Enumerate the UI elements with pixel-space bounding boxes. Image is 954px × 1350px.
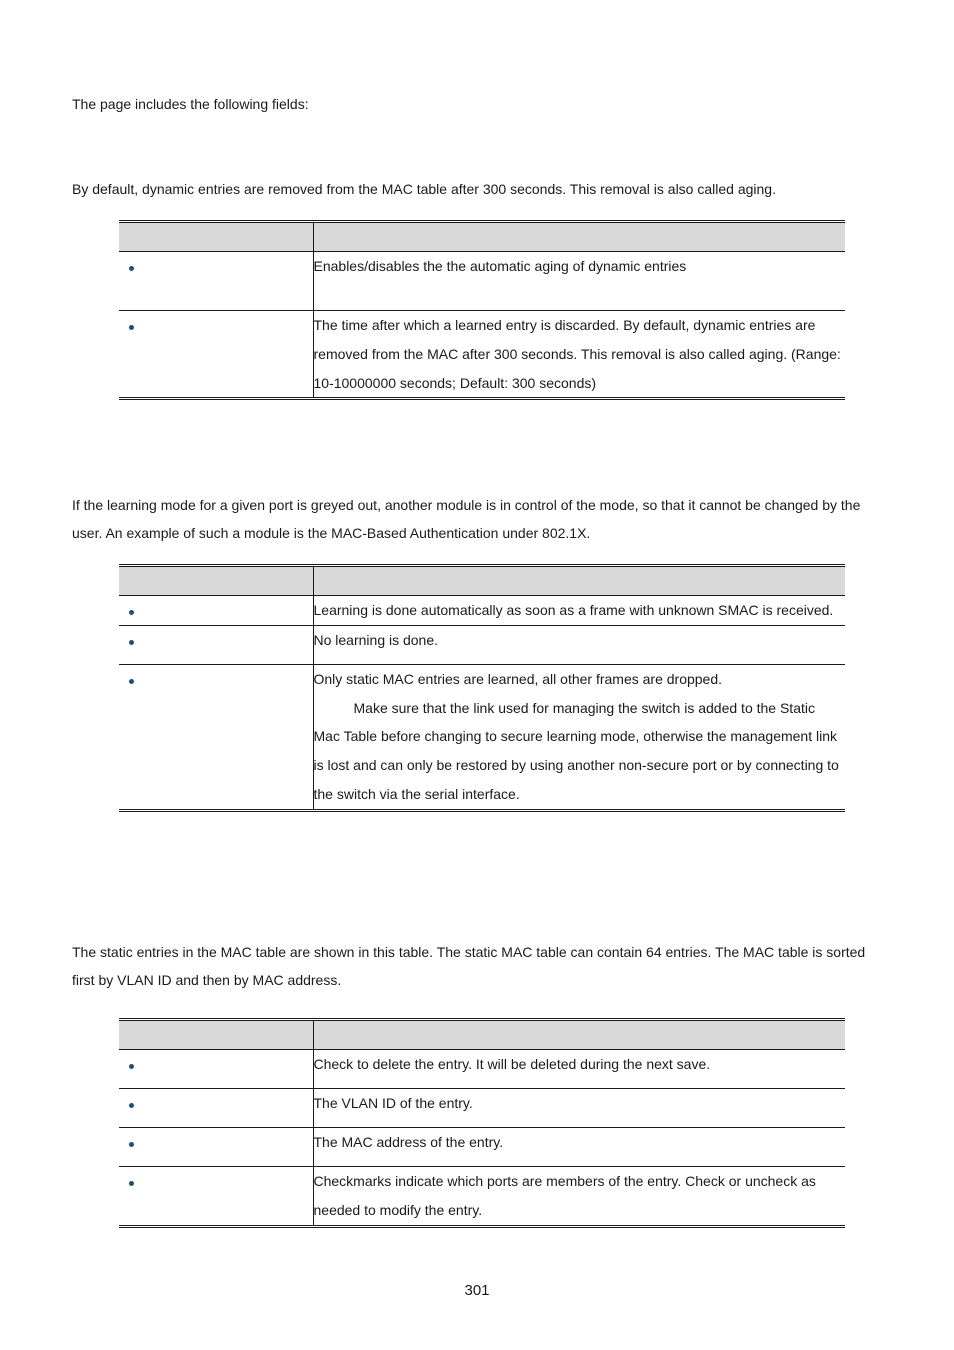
note-text: Make sure that the link used for managing the switch is added to the Static Mac Table before changing to secure learning mode, otherwise the management link is lost and can only be restored by using another non-secure port or by connecting to the switch via the serial interface.	[313, 699, 839, 802]
static-table-paragraph: The static entries in the MAC table are shown in this table. The static MAC table can contain 64 entries. The MAC table is sorted first by VLAN ID and then by MAC address.	[72, 944, 866, 988]
object-cell	[119, 1089, 313, 1128]
description-cell: The MAC address of the entry.	[313, 1134, 504, 1150]
object-header	[119, 222, 313, 252]
bullet-icon	[129, 679, 134, 684]
table-header-row	[119, 1020, 845, 1050]
bullet-icon	[129, 1103, 134, 1108]
description-header	[313, 1020, 845, 1050]
object-cell	[119, 596, 313, 626]
description-cell: Enables/disables the the automatic aging of dynamic entries	[313, 258, 687, 274]
description-cell: Learning is done automatically as soon as a frame with unknown SMAC is received.	[313, 602, 834, 618]
bullet-icon	[129, 1181, 134, 1186]
aging-paragraph: By default, dynamic entries are removed from the MAC table after 300 seconds. This removal is also called aging.	[72, 181, 776, 197]
object-cell	[119, 252, 313, 311]
object-cell	[119, 1050, 313, 1089]
table-header-row	[119, 222, 845, 252]
table-row	[119, 664, 845, 810]
description-cell: Checkmarks indicate which ports are members of the entry. Check or uncheck as needed to modify the entry.	[313, 1173, 816, 1218]
bullet-icon	[129, 1142, 134, 1147]
description-text: Only static MAC entries are learned, all other frames are dropped.	[313, 670, 723, 687]
table-row	[119, 1167, 845, 1227]
description-cell: The time after which a learned entry is discarded. By default, dynamic entries are removed from the MAC after 300 seconds. This removal is also called aging. (Range: 10-10000000 seconds; Default: 300 seconds)	[313, 317, 841, 391]
table-row	[119, 1128, 845, 1167]
bullet-icon	[129, 325, 134, 330]
intro-text: The page includes the following fields:	[72, 96, 309, 112]
bullet-icon	[129, 1064, 134, 1069]
learning-table	[119, 564, 845, 812]
object-cell	[119, 1167, 313, 1227]
object-cell	[119, 1128, 313, 1167]
table-header-row	[119, 566, 845, 596]
static-mac-table	[119, 1018, 845, 1228]
description-cell	[313, 664, 845, 810]
page-number: 301	[464, 1282, 490, 1299]
description-header	[313, 222, 845, 252]
bullet-icon	[129, 640, 134, 645]
bullet-icon	[129, 266, 134, 271]
description-cell: No learning is done.	[313, 631, 439, 648]
description-cell: Check to delete the entry. It will be deleted during the next save.	[313, 1056, 711, 1072]
table-row	[119, 1050, 845, 1089]
object-cell	[119, 311, 313, 399]
aging-table	[119, 220, 845, 400]
bullet-icon	[129, 610, 134, 615]
object-cell	[119, 664, 313, 810]
learning-paragraph: If the learning mode for a given port is greyed out, another module is in control of the mode, so that it cannot be changed by the user. An example of such a module is the MAC-Based Authentication under 802.1X.	[72, 497, 861, 541]
table-row	[119, 252, 845, 311]
table-row	[119, 311, 845, 399]
table-row	[119, 596, 845, 626]
table-row	[119, 625, 845, 664]
object-header	[119, 566, 313, 596]
description-header	[313, 566, 845, 596]
object-header	[119, 1020, 313, 1050]
object-cell	[119, 625, 313, 664]
description-cell: The VLAN ID of the entry.	[313, 1095, 473, 1111]
table-row	[119, 1089, 845, 1128]
